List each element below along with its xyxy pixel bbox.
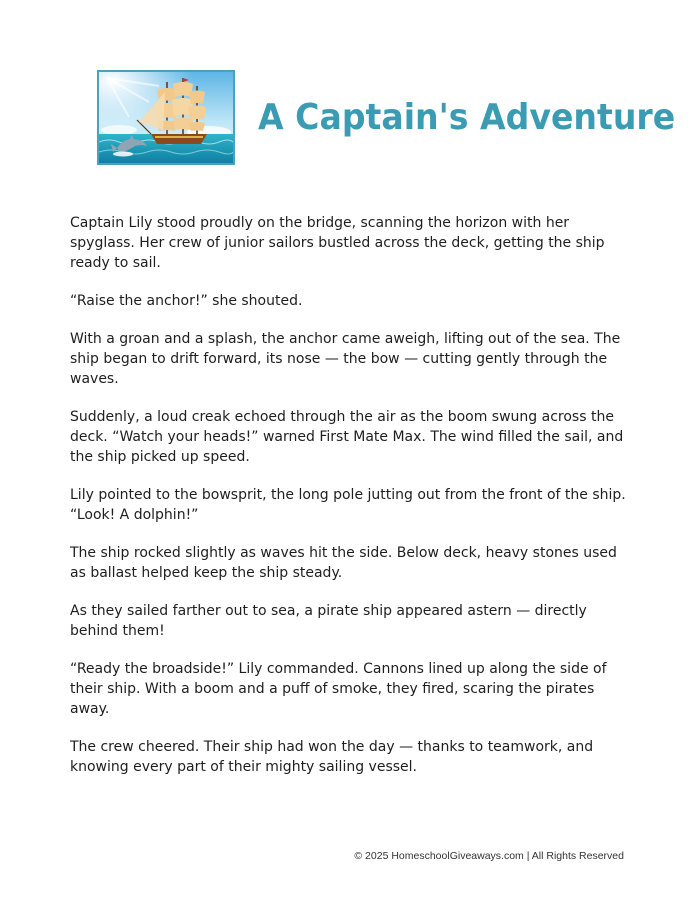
story-paragraph: As they sailed farther out to sea, a pirate ship appeared astern — directly behind them! — [70, 603, 587, 639]
sailing-ship-illustration — [99, 72, 233, 163]
story-text — [70, 213, 636, 795]
story-paragraph: “Ready the broadside!” Lily commanded. Cannons lined up along the side of their ship. With a boom and a puff of smoke, they fired, scaring the pirates away. — [70, 661, 607, 717]
story-paragraph: “Raise the anchor!” she shouted. — [70, 293, 303, 309]
story-paragraph: Lily pointed to the bowsprit, the long pole jutting out from the front of the ship. “Look! A dolphin!” — [70, 487, 626, 523]
sailing-ship-icon — [97, 70, 235, 165]
story-paragraph: Suddenly, a loud creak echoed through the air as the boom swung across the deck. “Watch your heads!” warned First Mate Max. The wind filled the sail, and the ship picked up speed. — [70, 409, 624, 465]
story-paragraph: With a groan and a splash, the anchor came aweigh, lifting out of the sea. The ship began to drift forward, its nose — the bow — cutting gently through the waves. — [70, 331, 621, 387]
story-paragraph: The crew cheered. Their ship had won the day — thanks to teamwork, and knowing every part of their mighty sailing vessel. — [70, 739, 594, 775]
copyright-footer: © 2025 HomeschoolGiveaways.com | All Rights Reserved — [354, 850, 624, 862]
story-paragraph: Captain Lily stood proudly on the bridge, scanning the horizon with her spyglass. Her crew of junior sailors bustled across the deck, getting the ship ready to sail. — [70, 215, 605, 271]
story-paragraph: The ship rocked slightly as waves hit the side. Below deck, heavy stones used as ballast helped keep the ship steady. — [70, 545, 617, 581]
page-title: A Captain's Adventure — [258, 97, 676, 138]
